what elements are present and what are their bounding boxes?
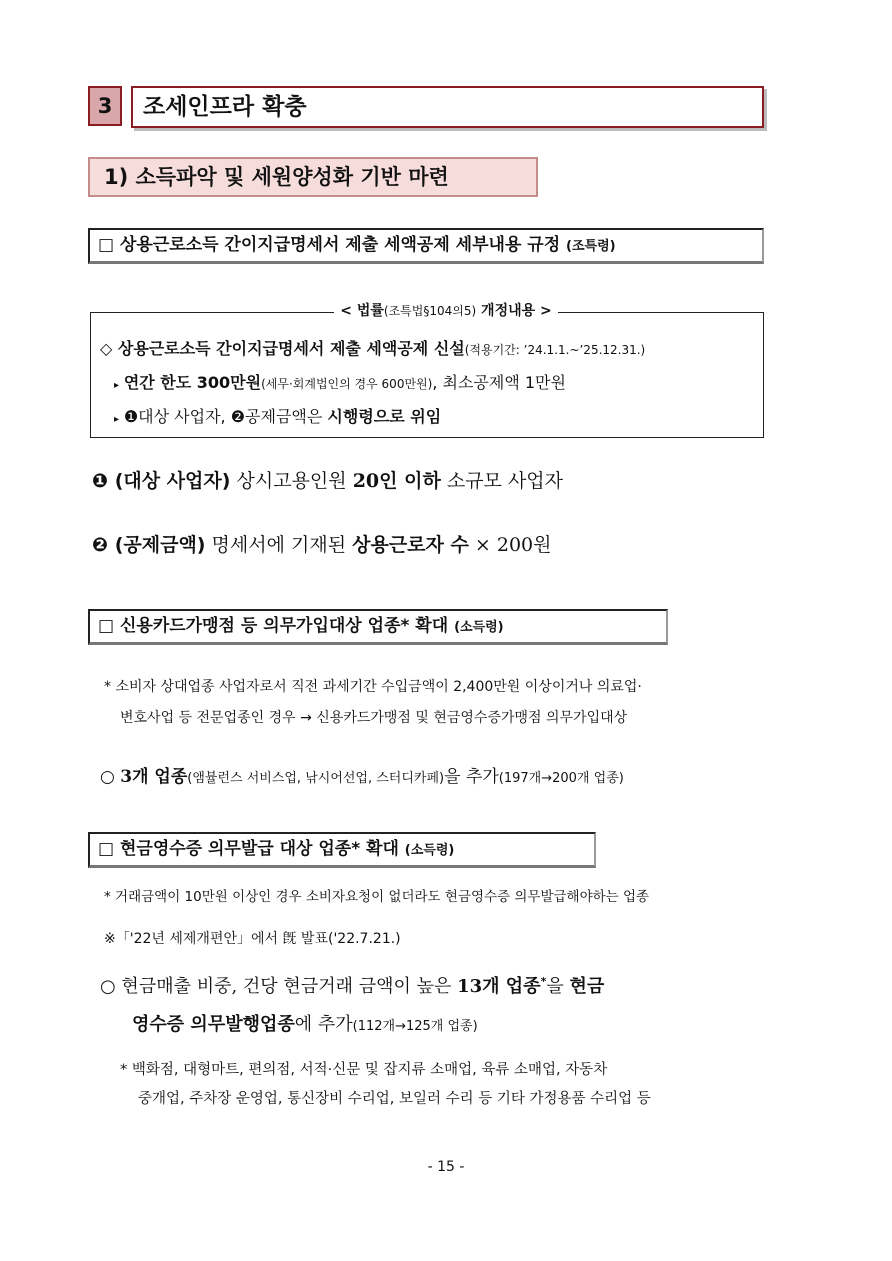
triangle-bullet-icon: ▸ <box>114 380 120 391</box>
item3-foot-line1: * 백화점, 대형마트, 편의점, 서적·신문 및 잡지류 소매업, 육류 소매업, 자동차 <box>120 1062 608 1078</box>
law-box-line1 <box>100 336 645 359</box>
item3-bullet-line1-d: 을 <box>546 976 570 997</box>
item2-bullet-d: 을 추가 <box>444 767 499 787</box>
law-box-line3-a: ❶대상 사업자, ❷공제금액은 <box>123 407 328 426</box>
point2-text-b: 상용근로자 수 <box>352 534 469 556</box>
item2-note-line2: 변호사업 등 전문업종인 경우 → 신용카드가맹점 및 현금영수증가맹점 의무가입대상 <box>120 710 628 726</box>
section-number: 3 <box>88 86 122 126</box>
point2-text-c: × 200원 <box>468 534 552 556</box>
law-box-line3-b: 시행령으로 위임 <box>327 407 442 426</box>
point1-label: ❶ (대상 사업자) <box>92 470 231 492</box>
item1-heading <box>88 228 764 264</box>
item2-bullet-b: 3개 업종 <box>120 767 188 787</box>
item3-bullet-line1-e: 현금 <box>569 976 605 997</box>
law-box-line2-note: (세무·회계법인의 경우 600만원) <box>261 377 433 391</box>
point1-text-b: 20인 이하 <box>352 470 441 492</box>
law-box-line1-main: ◇ 상용근로소득 간이지급명세서 제출 세액공제 신설 <box>100 339 465 358</box>
item2-note-line1: * 소비자 상대업종 사업자로서 직전 과세기간 수입금액이 2,400만원 이상이거나 의료업· <box>104 679 642 695</box>
item3-note1: * 거래금액이 10만원 이상인 경우 소비자요청이 없더라도 현금영수증 의무발급해야하는 업종 <box>104 889 650 905</box>
point2-text-a: 명세서에 기재된 <box>205 534 353 556</box>
item3-bullet-line1 <box>100 972 604 998</box>
item2-bullet <box>100 762 624 787</box>
item3-bullet-line1-c: * <box>540 975 547 988</box>
triangle-bullet-icon: ▸ <box>114 414 120 425</box>
law-box-line1-period: (적용기간: ’24.1.1.~’25.12.31.) <box>464 343 646 357</box>
item3-foot-line2: 중개업, 주차장 운영업, 통신장비 수리업, 보일러 수리 등 기타 가정용품 수리업 등 <box>138 1091 651 1107</box>
law-box-line2-rest: , 최소공제액 1만원 <box>432 373 566 392</box>
item3-bullet-line2-c: (112개→125개 업종) <box>352 1019 478 1034</box>
law-box-label <box>0 300 892 320</box>
item3-bullet-line2 <box>132 1010 478 1036</box>
law-box-line2-bold: 연간 한도 300만원 <box>123 373 262 392</box>
item3-bullet-line2-b: 에 추가 <box>294 1014 353 1035</box>
item1-law: (조특령) <box>566 239 616 254</box>
item1-title: □ 상용근로소득 간이지급명세서 제출 세액공제 세부내용 규정 <box>98 235 561 255</box>
page-number: - 15 - <box>427 1159 465 1175</box>
item2-law: (소득령) <box>454 620 504 635</box>
law-box-label-pre: < 법률 <box>340 303 384 319</box>
point2 <box>92 530 551 557</box>
item3-note2: ※「'22년 세제개편안」에서 旣 발표('22.7.21.) <box>104 931 401 947</box>
item3-bullet-line1-b: 13개 업종 <box>457 976 541 997</box>
point1 <box>92 466 563 493</box>
item2-title: □ 신용카드가맹점 등 의무가입대상 업종* 확대 <box>98 616 449 636</box>
item3-title: □ 현금영수증 의무발급 대상 업종* 확대 <box>98 839 399 859</box>
law-box-line2 <box>114 370 566 393</box>
item2-heading <box>88 609 668 645</box>
point2-label: ❷ (공제금액) <box>92 534 206 556</box>
item3-law: (소득령) <box>404 843 455 858</box>
point1-text-c: 소규모 사업자 <box>440 470 564 492</box>
subsection-title: 1) 소득파악 및 세원양성화 기반 마련 <box>88 157 538 197</box>
item2-bullet-e: (197개→200개 업종) <box>498 771 624 786</box>
point1-text-a: 상시고용인원 <box>230 470 353 492</box>
item3-bullet-line1-a: ○ 현금매출 비중, 건당 현금거래 금액이 높은 <box>100 976 458 997</box>
item2-bullet-c: (앰뷸런스 서비스업, 낚시어선업, 스터디카페) <box>187 771 445 786</box>
item3-bullet-line2-a: 영수증 의무발행업종 <box>132 1014 295 1035</box>
item3-heading <box>88 832 596 868</box>
law-box-label-ref: (조특법§104의5) <box>383 304 477 318</box>
section-title: 조세인프라 확충 <box>131 86 764 128</box>
law-box-line3 <box>114 404 441 427</box>
item2-bullet-a: ○ <box>100 767 121 787</box>
law-box-label-post: 개정내용 > <box>476 303 552 319</box>
